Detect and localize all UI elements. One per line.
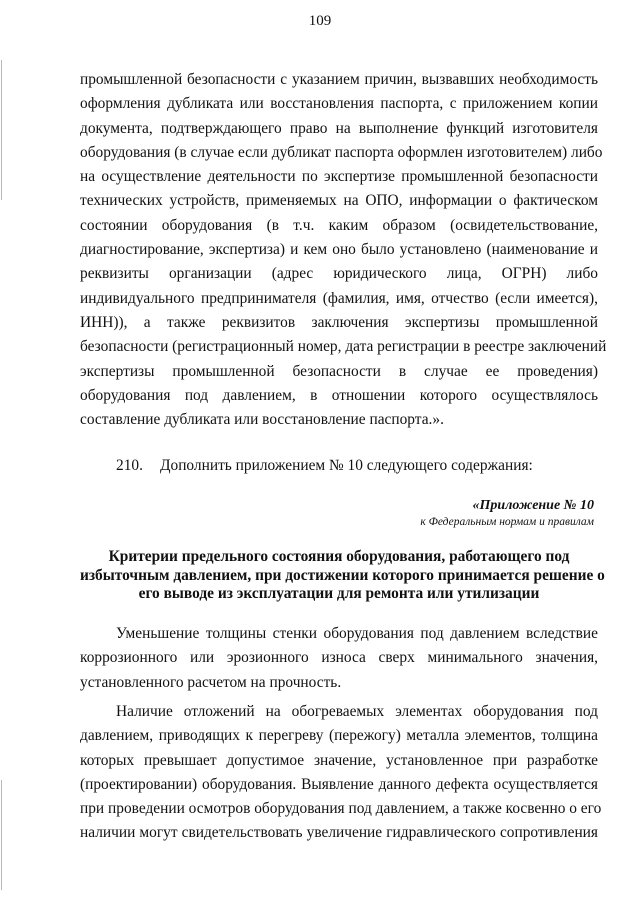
- text-line: установленного расчетом на прочность.: [80, 673, 342, 691]
- item-text: Дополнить приложением № 10 следующего содержания:: [160, 457, 533, 474]
- text-line: при проведении осмотров оборудования под давлением, а также косвенно о его: [80, 800, 602, 818]
- text-line: давлением, приводящих к перегреву (пережогу) металла элементов, толщина: [80, 727, 598, 745]
- item-number: 210.: [116, 457, 143, 474]
- text-line: которых превышает допустимое значение, установленное при разработке: [80, 751, 598, 769]
- text-line: оборудования под давлением, в отношении которого осуществлялось: [80, 386, 598, 404]
- text-line: диагностирование, экспертиза) и кем оно было установлено (наименование и: [80, 241, 598, 259]
- text-line: Наличие отложений на обогреваемых элементах оборудования под: [116, 703, 598, 720]
- heading-line: Критерии предельного состояния оборудования, работающего под: [108, 548, 570, 565]
- scan-edge-mark: [1, 60, 2, 200]
- page-number: 109: [308, 13, 332, 29]
- text-line: экспертизы промышленной безопасности в случае ее проведения): [80, 362, 598, 380]
- text-line: индивидуального предпринимателя (фамилия, имя, отчество (если имеется),: [80, 289, 598, 307]
- appendix-title: «Приложение № 10: [472, 498, 594, 513]
- text-line: состоянии оборудования (в т.ч. каким образом (освидетельствование,: [80, 216, 598, 234]
- text-line: ИНН)), а также реквизитов заключения экспертизы промышленной: [80, 313, 598, 331]
- text-line: Уменьшение толщины стенки оборудования под давлением вследствие: [116, 625, 598, 642]
- item-210: [80, 454, 598, 478]
- text-line: технических устройств, применяемых на ОПО, информации о фактическом: [80, 192, 598, 210]
- paragraph-wall-thinning: [80, 622, 598, 695]
- scan-edge-mark: [1, 780, 2, 890]
- paragraph-deposits: [80, 700, 602, 846]
- section-heading: [80, 548, 605, 604]
- text-line: промышленной безопасности с указанием причин, вызвавших необходимость: [80, 71, 598, 88]
- text-line: на осуществление деятельности по экспертизе промышленной безопасности: [80, 168, 598, 186]
- text-line: оборудования (в случае если дубликат паспорта оформлен изготовителем) либо: [80, 143, 603, 161]
- text-line: документа, подтверждающего право на выполнение функций изготовителя: [80, 119, 598, 137]
- appendix-reference: [420, 497, 594, 530]
- paragraph-continuation: [80, 68, 607, 432]
- text-line: оформления дубликата или восстановления паспорта, с приложением копии: [80, 95, 598, 113]
- heading-line: его выводе из эксплуатации для ремонта или утилизации: [138, 585, 540, 603]
- text-line: безопасности (регистрационный номер, дата регистрации в реестре заключений: [80, 338, 607, 356]
- text-line: реквизиты организации (адрес юридического лица, ОГРН) либо: [80, 265, 598, 283]
- text-line: составление дубликата или восстановление паспорта.».: [80, 411, 444, 429]
- heading-line: избыточным давлением, при достижении которого принимается решение о: [80, 566, 605, 584]
- text-line: коррозионного или эрозионного износа сверх минимального значения,: [80, 649, 598, 667]
- appendix-subtitle: к Федеральным нормам и правилам: [420, 516, 594, 528]
- text-line: (проектировании) оборудования. Выявление данного дефекта осуществляется: [80, 775, 598, 793]
- text-line: наличии могут свидетельствовать увеличение гидравлического сопротивления: [80, 824, 598, 842]
